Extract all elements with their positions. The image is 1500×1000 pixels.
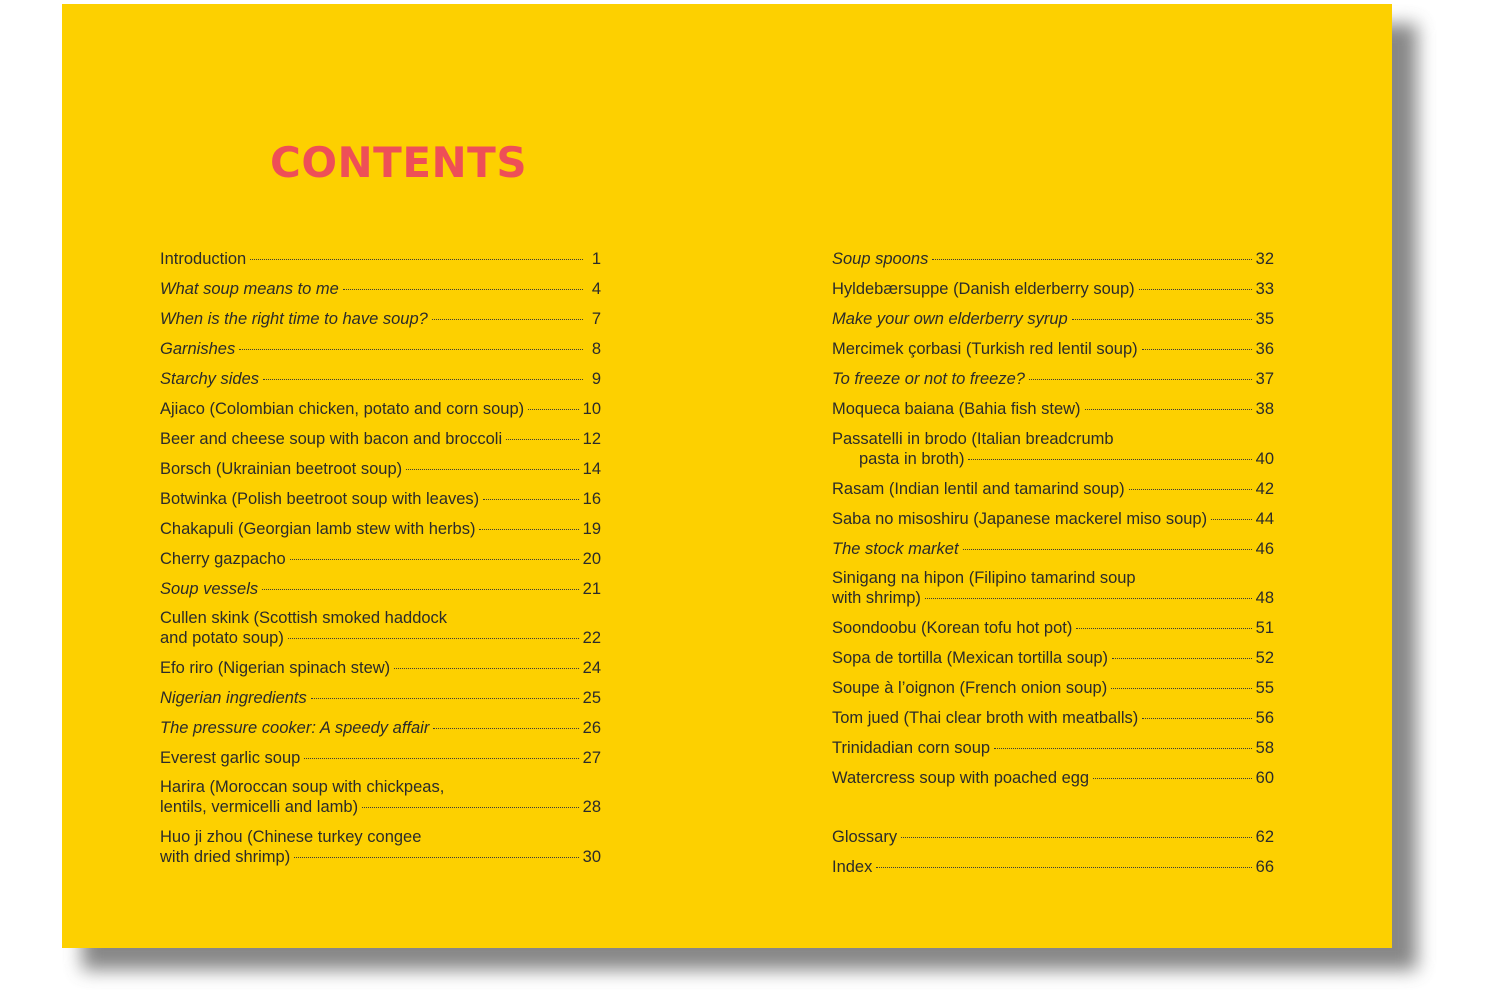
toc-entry xyxy=(832,309,1274,330)
dot-leader xyxy=(1111,688,1251,689)
dot-leader xyxy=(901,837,1252,838)
dot-leader xyxy=(932,259,1251,260)
toc-entry xyxy=(160,777,601,818)
toc-entry-title: Watercress soup with poached egg xyxy=(832,769,1090,787)
dot-leader xyxy=(343,289,583,290)
dot-leader xyxy=(1076,628,1251,629)
toc-entry-row xyxy=(160,748,601,769)
toc-entry-row xyxy=(832,588,1274,609)
dot-leader xyxy=(968,459,1251,460)
toc-entry-title: Moqueca baiana (Bahia fish stew) xyxy=(832,400,1081,418)
toc-page-number: 62 xyxy=(1255,828,1274,846)
toc-page-number: 1 xyxy=(591,250,601,268)
toc-page-number: 33 xyxy=(1255,280,1274,298)
dot-leader xyxy=(479,529,578,530)
toc-entry xyxy=(160,688,601,709)
toc-page-number: 40 xyxy=(1255,450,1274,468)
dot-leader xyxy=(394,668,578,669)
toc-entry xyxy=(832,399,1274,420)
toc-entry-row xyxy=(160,519,601,540)
toc-page-number: 32 xyxy=(1255,250,1274,268)
dot-leader xyxy=(433,728,578,729)
toc-entry-row xyxy=(832,339,1274,360)
dot-leader xyxy=(250,259,583,260)
toc-entry-row xyxy=(832,369,1274,390)
toc-entry-title: Nigerian ingredients xyxy=(160,689,307,707)
toc-page-number: 25 xyxy=(582,689,601,707)
toc-entry-title: Sopa de tortilla (Mexican tortilla soup) xyxy=(832,649,1109,667)
toc-entry-row xyxy=(832,768,1274,789)
dot-leader xyxy=(483,499,578,500)
toc-entry-row xyxy=(832,618,1274,639)
dot-leader xyxy=(311,698,579,699)
toc-entry-row xyxy=(160,369,601,390)
toc-page-number: 35 xyxy=(1255,310,1274,328)
toc-page-number: 30 xyxy=(582,848,601,866)
dot-leader xyxy=(925,598,1252,599)
toc-page-number: 48 xyxy=(1255,589,1274,607)
toc-page-number: 36 xyxy=(1255,340,1274,358)
dot-leader xyxy=(1142,349,1252,350)
dot-leader xyxy=(1029,379,1252,380)
toc-entry-title: Soupe à l’oignon (French onion soup) xyxy=(832,679,1108,697)
dot-leader xyxy=(362,807,579,808)
toc-page-number: 4 xyxy=(591,280,601,298)
dot-leader xyxy=(239,349,583,350)
dot-leader xyxy=(1142,718,1251,719)
toc-entry-title: Trinidadian corn soup xyxy=(832,739,991,757)
toc-page-number: 42 xyxy=(1255,480,1274,498)
toc-entry xyxy=(160,718,601,739)
toc-entry-title-line: Harira (Moroccan soup with chickpeas, xyxy=(160,777,445,796)
toc-entry xyxy=(160,279,601,300)
toc-page-number: 21 xyxy=(582,580,601,598)
toc-entry-row xyxy=(832,479,1274,500)
dot-leader xyxy=(288,638,579,639)
dot-leader xyxy=(262,589,579,590)
toc-entry-title: pasta in broth) xyxy=(859,450,965,468)
toc-entry-row xyxy=(160,489,601,510)
toc-page-number: 51 xyxy=(1255,619,1274,637)
toc-entry-row xyxy=(160,309,601,330)
toc-entry xyxy=(832,648,1274,669)
toc-entry-title: Saba no misoshiru (Japanese mackerel miso soup) xyxy=(832,510,1208,528)
toc-entry xyxy=(832,249,1274,270)
toc-entry xyxy=(832,509,1274,530)
toc-entry-row xyxy=(832,509,1274,530)
dot-leader xyxy=(304,758,578,759)
dot-leader xyxy=(876,867,1251,868)
toc-entry xyxy=(160,339,601,360)
toc-entry xyxy=(160,827,601,868)
toc-entry-row xyxy=(160,658,601,679)
toc-entry-row xyxy=(160,797,601,818)
toc-entry xyxy=(832,479,1274,500)
toc-entry xyxy=(832,429,1274,470)
toc-page-number: 44 xyxy=(1255,510,1274,528)
toc-entry-title: Hyldebærsuppe (Danish elderberry soup) xyxy=(832,280,1135,298)
dot-leader xyxy=(1129,489,1252,490)
toc-entry-row xyxy=(832,279,1274,300)
toc-page-number: 19 xyxy=(582,520,601,538)
toc-entry-title: Botwinka (Polish beetroot soup with leaves) xyxy=(160,490,480,508)
dot-leader xyxy=(406,469,579,470)
toc-entry-row xyxy=(832,708,1274,729)
toc-entry-title: with dried shrimp) xyxy=(160,848,291,866)
toc-page-number: 52 xyxy=(1255,649,1274,667)
toc-entry-row xyxy=(160,847,601,868)
toc-entry-row xyxy=(160,339,601,360)
toc-entry xyxy=(160,549,601,570)
toc-entry-title: Tom jued (Thai clear broth with meatballs) xyxy=(832,709,1139,727)
toc-entry xyxy=(160,459,601,480)
dot-leader xyxy=(294,857,578,858)
toc-entry-row xyxy=(160,549,601,570)
dot-leader xyxy=(263,379,583,380)
toc-entry-title: lentils, vermicelli and lamb) xyxy=(160,798,359,816)
toc-entry-row xyxy=(160,399,601,420)
toc-entry-title: The stock market xyxy=(832,540,959,558)
toc-entry-title: Garnishes xyxy=(160,340,236,358)
toc-page-number: 58 xyxy=(1255,739,1274,757)
toc-entry xyxy=(160,399,601,420)
toc-page-number: 28 xyxy=(582,798,601,816)
toc-entry xyxy=(832,678,1274,699)
toc-page-number: 22 xyxy=(582,629,601,647)
toc-page-number: 60 xyxy=(1255,769,1274,787)
toc-page-number: 12 xyxy=(582,430,601,448)
dot-leader xyxy=(1085,409,1252,410)
toc-entry-row xyxy=(832,678,1274,699)
toc-entry-title: Index xyxy=(832,858,873,876)
dot-leader xyxy=(1211,519,1252,520)
toc-entry xyxy=(160,608,601,649)
toc-entry-title-line: Passatelli in brodo (Italian breadcrumb xyxy=(832,429,1114,448)
toc-entry xyxy=(160,748,601,769)
toc-entry xyxy=(832,618,1274,639)
toc-entry-title-line: Sinigang na hipon (Filipino tamarind soup xyxy=(832,568,1136,587)
toc-entry xyxy=(160,519,601,540)
toc-entry xyxy=(832,857,1274,878)
toc-entry-title: Make your own elderberry syrup xyxy=(832,310,1068,328)
dot-leader xyxy=(1139,289,1252,290)
toc-entry-title: Introduction xyxy=(160,250,247,268)
toc-page-number: 27 xyxy=(582,749,601,767)
toc-page-number: 66 xyxy=(1255,858,1274,876)
toc-entry-row xyxy=(832,539,1274,560)
toc-entry-title: with shrimp) xyxy=(832,589,921,607)
toc-entry xyxy=(832,369,1274,390)
toc-entry-row xyxy=(160,279,601,300)
toc-entry-row xyxy=(160,628,601,649)
toc-page-number: 24 xyxy=(582,659,601,677)
toc-entry-row xyxy=(832,249,1274,270)
toc-page-number: 38 xyxy=(1255,400,1274,418)
toc-entry-title: Soup vessels xyxy=(160,580,259,598)
toc-entry-title: Soondoobu (Korean tofu hot pot) xyxy=(832,619,1073,637)
toc-entry-title: When is the right time to have soup? xyxy=(160,310,428,328)
toc-entry-row xyxy=(160,459,601,480)
toc-entry-row xyxy=(160,249,601,270)
contents-spread xyxy=(62,4,1392,948)
toc-entry xyxy=(832,279,1274,300)
toc-page-number: 55 xyxy=(1255,679,1274,697)
toc-entry xyxy=(832,708,1274,729)
toc-page-number: 56 xyxy=(1255,709,1274,727)
toc-entry-title: Chakapuli (Georgian lamb stew with herbs) xyxy=(160,520,476,538)
toc-entry xyxy=(160,309,601,330)
toc-entry-title: Borsch (Ukrainian beetroot soup) xyxy=(160,460,403,478)
toc-entry xyxy=(832,827,1274,848)
toc-page-number: 37 xyxy=(1255,370,1274,388)
toc-entry xyxy=(160,249,601,270)
dot-leader xyxy=(1112,658,1252,659)
dot-leader xyxy=(528,409,579,410)
toc-entry-title: Cherry gazpacho xyxy=(160,550,286,568)
dot-leader xyxy=(290,559,579,560)
toc-entry-row xyxy=(832,449,1274,470)
dot-leader xyxy=(1093,778,1252,779)
toc-entry xyxy=(160,429,601,450)
toc-entry-title: Efo riro (Nigerian spinach stew) xyxy=(160,659,391,677)
toc-page-number: 20 xyxy=(582,550,601,568)
toc-page-number: 9 xyxy=(591,370,601,388)
toc-entry xyxy=(160,489,601,510)
toc-page-number: 8 xyxy=(591,340,601,358)
toc-entry-title: What soup means to me xyxy=(160,280,339,298)
toc-entry xyxy=(832,339,1274,360)
toc-entry xyxy=(832,539,1274,560)
toc-entry-title: Mercimek çorbasi (Turkish red lentil soup) xyxy=(832,340,1138,358)
toc-entry-row xyxy=(160,688,601,709)
toc-page-number: 46 xyxy=(1255,540,1274,558)
toc-entry-title: To freeze or not to freeze? xyxy=(832,370,1025,388)
toc-entry-title: Glossary xyxy=(832,828,898,846)
toc-entry-row xyxy=(832,399,1274,420)
toc-entry-title: Soup spoons xyxy=(832,250,929,268)
toc-entry-row xyxy=(832,309,1274,330)
dot-leader xyxy=(506,439,578,440)
toc-entry-title: Ajiaco (Colombian chicken, potato and corn soup) xyxy=(160,400,525,418)
toc-entry xyxy=(832,738,1274,759)
toc-page-number: 10 xyxy=(582,400,601,418)
toc-entry xyxy=(160,658,601,679)
toc-entry-row xyxy=(832,648,1274,669)
toc-entry xyxy=(160,369,601,390)
toc-entry-title-line: Cullen skink (Scottish smoked haddock xyxy=(160,608,448,627)
toc-entry-title: and potato soup) xyxy=(160,629,284,647)
toc-page-number: 7 xyxy=(591,310,601,328)
dot-leader xyxy=(432,319,583,320)
dot-leader xyxy=(994,748,1252,749)
toc-entry-title: Starchy sides xyxy=(160,370,260,388)
toc-entry-title: Beer and cheese soup with bacon and broccoli xyxy=(160,430,503,448)
page-title: CONTENTS xyxy=(270,138,528,187)
toc-entry-title: The pressure cooker: A speedy affair xyxy=(160,719,430,737)
toc-entry xyxy=(160,579,601,600)
dot-leader xyxy=(1072,319,1252,320)
toc-entry-row xyxy=(832,827,1274,848)
toc-page-number: 26 xyxy=(582,719,601,737)
toc-entry-row xyxy=(832,857,1274,878)
toc-entry-row xyxy=(160,718,601,739)
toc-entry-row xyxy=(832,738,1274,759)
toc-entry-row xyxy=(160,579,601,600)
toc-entry-title: Everest garlic soup xyxy=(160,749,301,767)
dot-leader xyxy=(963,549,1252,550)
toc-entry-title-line: Huo ji zhou (Chinese turkey congee xyxy=(160,827,422,846)
toc-entry-title: Rasam (Indian lentil and tamarind soup) xyxy=(832,480,1125,498)
toc-entry-row xyxy=(160,429,601,450)
toc-page-number: 14 xyxy=(582,460,601,478)
toc-page-number: 16 xyxy=(582,490,601,508)
toc-entry xyxy=(832,568,1274,609)
toc-entry xyxy=(832,768,1274,789)
